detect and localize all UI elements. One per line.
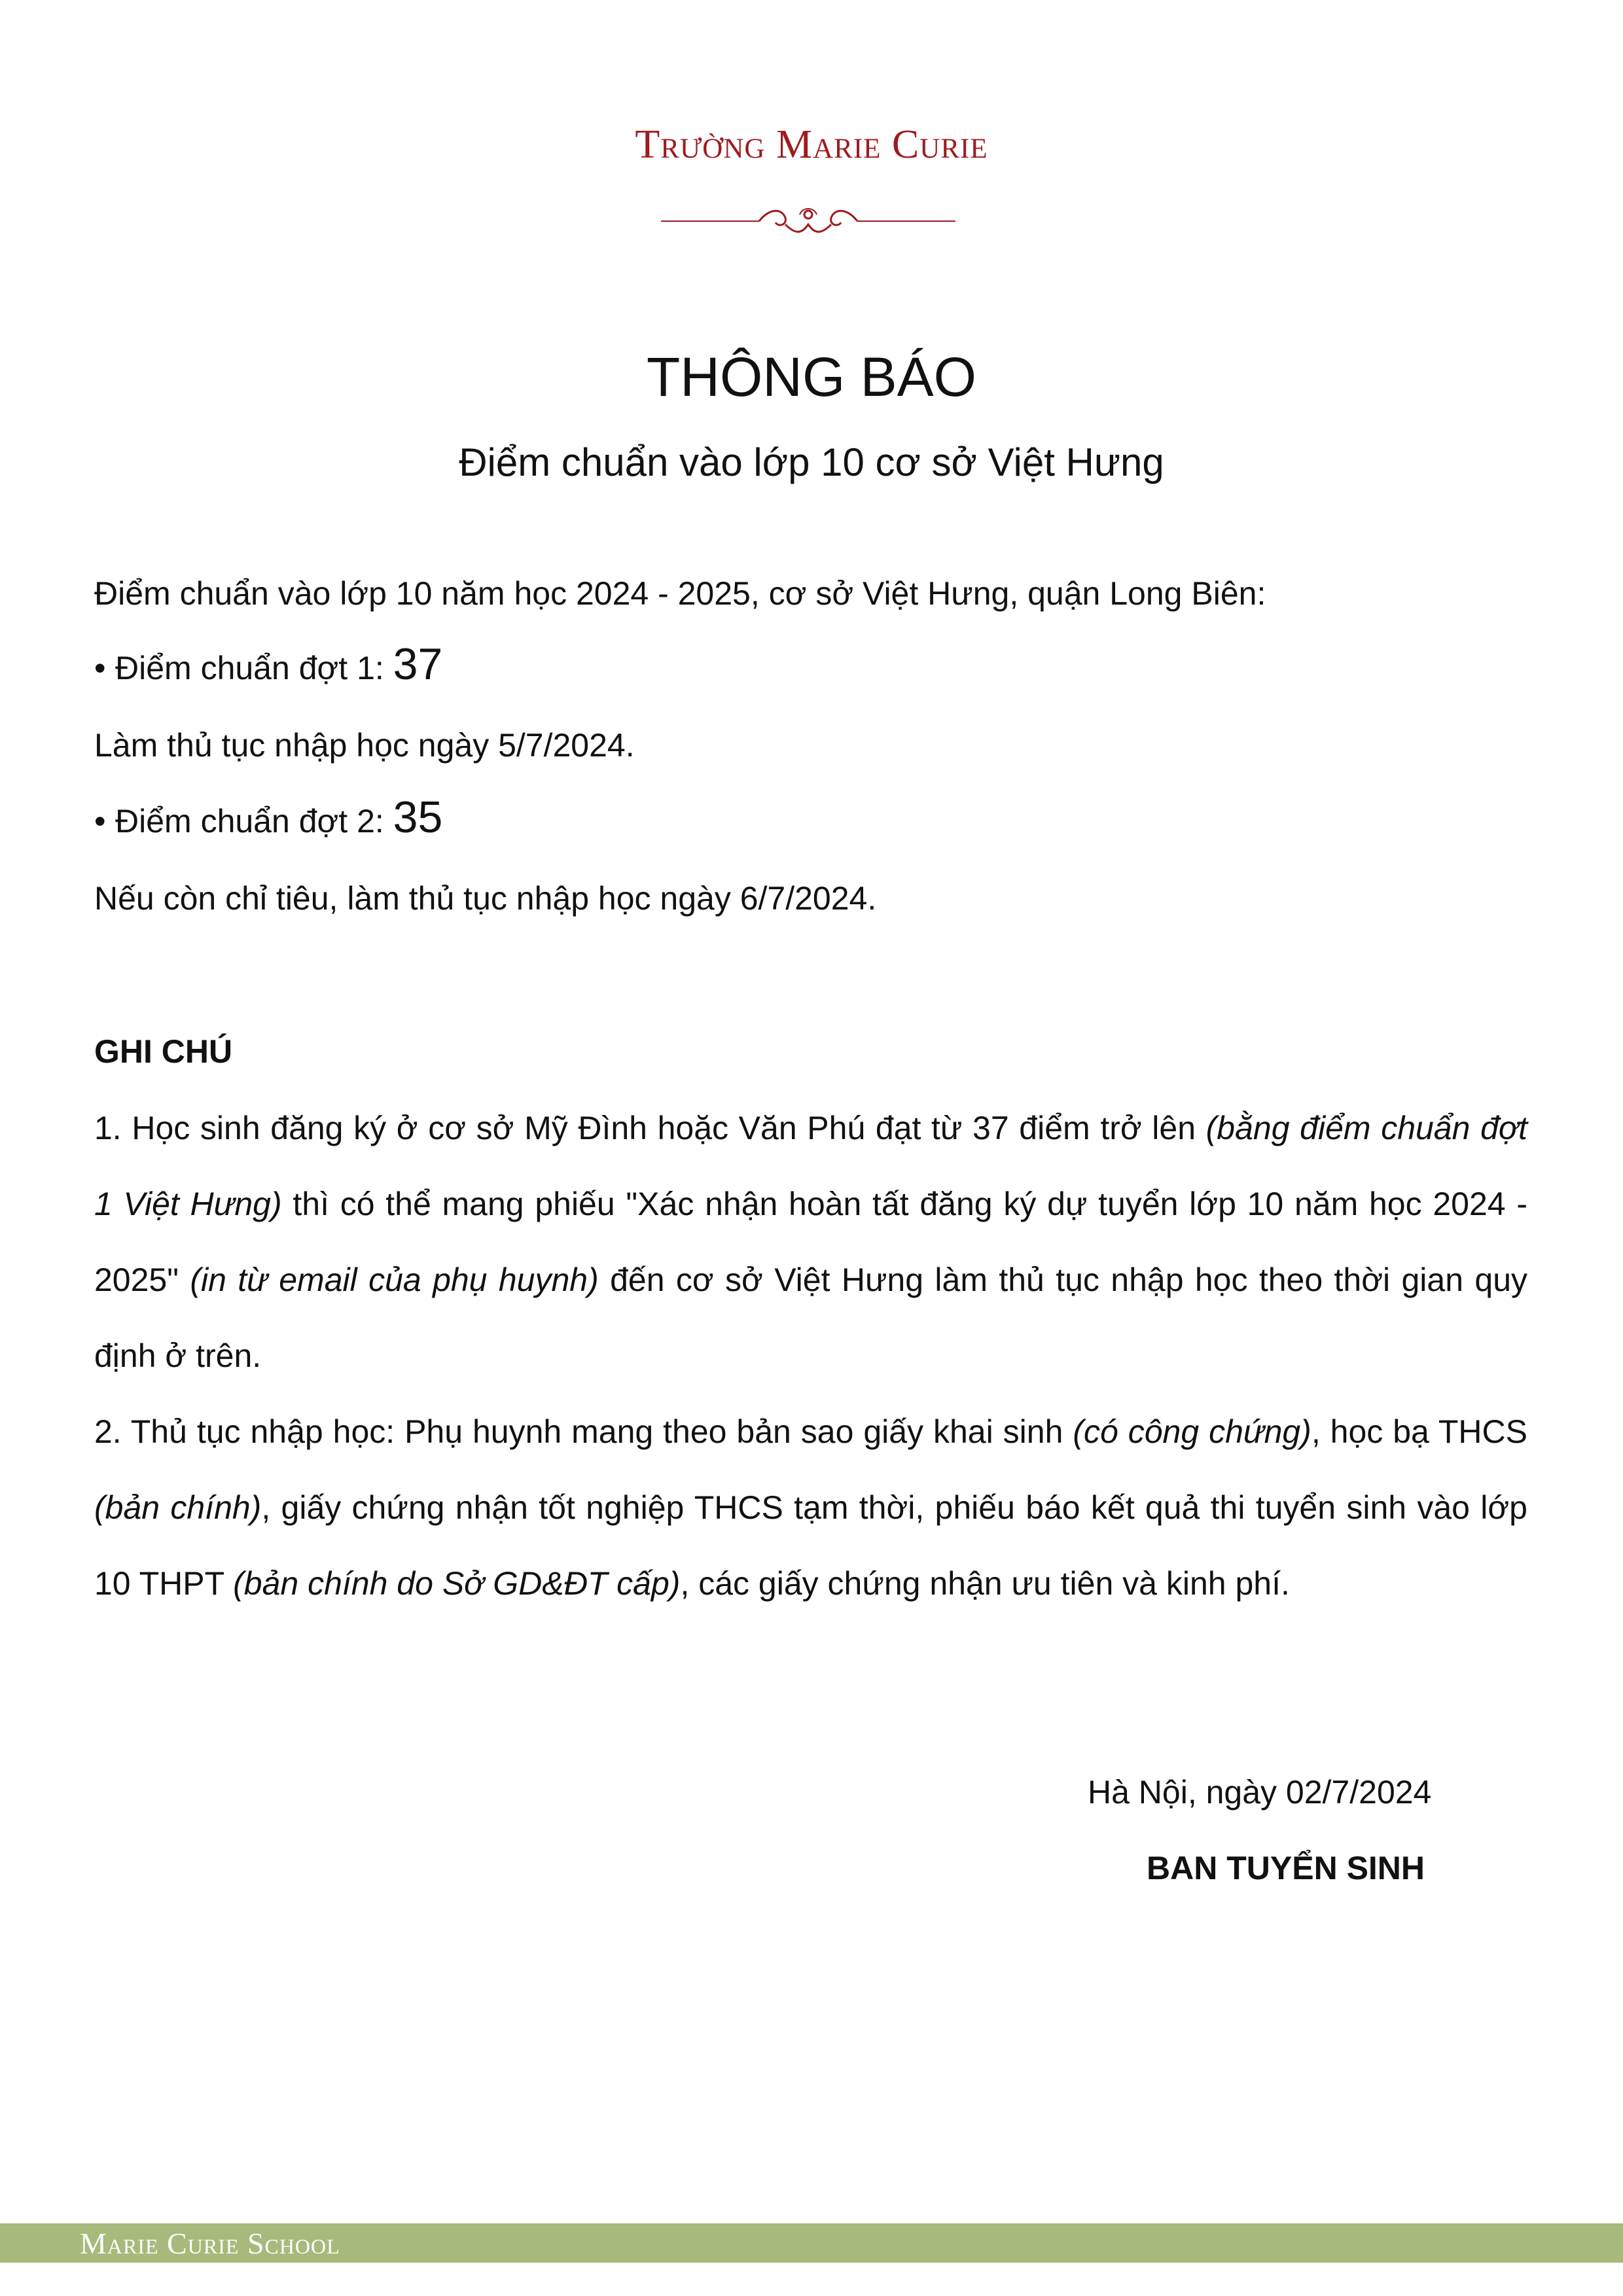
school-name: Trường Marie Curie [635, 122, 988, 167]
signature-date: Hà Nội, ngày 02/7/2024 [1088, 1774, 1432, 1810]
signature-org: BAN TUYỂN SINH [1147, 1850, 1425, 1886]
note-1: 1. Học sinh đăng ký ở cơ sở Mỹ Đình hoặc Văn Phú đạt từ 37 điểm trở lên (bằng điểm chuẩn đợt 1 Việt Hưng) thì có thể mang phiếu "Xác nhận hoàn tất đăng ký dự tuyển lớp 10 năm học 2024 - 2025" (in từ email của phụ huynh) đến cơ sở Việt Hưng làm thủ tục nhập học theo thời gian quy định ở trên. [94, 1110, 1528, 1374]
decorative-flourish-icon [654, 195, 962, 247]
round2-score-line [94, 792, 442, 843]
footer-bar [0, 2223, 1623, 2263]
round1-note: Làm thủ tục nhập học ngày 5/7/2024. [94, 727, 635, 764]
round2-note: Nếu còn chỉ tiêu, làm thủ tục nhập học ngày 6/7/2024. [94, 880, 877, 917]
round2-label: Điểm chuẩn đợt 2: [115, 803, 393, 839]
scores-intro: Điểm chuẩn vào lớp 10 năm học 2024 - 2025, cơ sở Việt Hưng, quận Long Biên: [94, 575, 1266, 612]
round1-score-line [94, 639, 442, 690]
notes-heading: GHI CHÚ [94, 1033, 233, 1070]
round1-label: Điểm chuẩn đợt 1: [115, 650, 393, 686]
round2-score: 35 [393, 792, 443, 842]
notice-subtitle: Điểm chuẩn vào lớp 10 cơ sở Việt Hưng [459, 440, 1164, 484]
bullet-icon: • [94, 650, 106, 686]
round1-score: 37 [393, 639, 443, 689]
footer-school-name: Marie Curie School [80, 2227, 340, 2260]
note-2: 2. Thủ tục nhập học: Phụ huynh mang theo bản sao giấy khai sinh (có công chứng), học bạ THCS (bản chính), giấy chứng nhận tốt nghiệp THCS tạm thời, phiếu báo kết quả thi tuyển sinh vào lớp 10 THPT (bản chính do Sở GD&ĐT cấp), các giấy chứng nhận ưu tiên và kinh phí. [94, 1413, 1527, 1602]
bullet-icon: • [94, 803, 106, 839]
notice-title: THÔNG BÁO [646, 346, 977, 408]
